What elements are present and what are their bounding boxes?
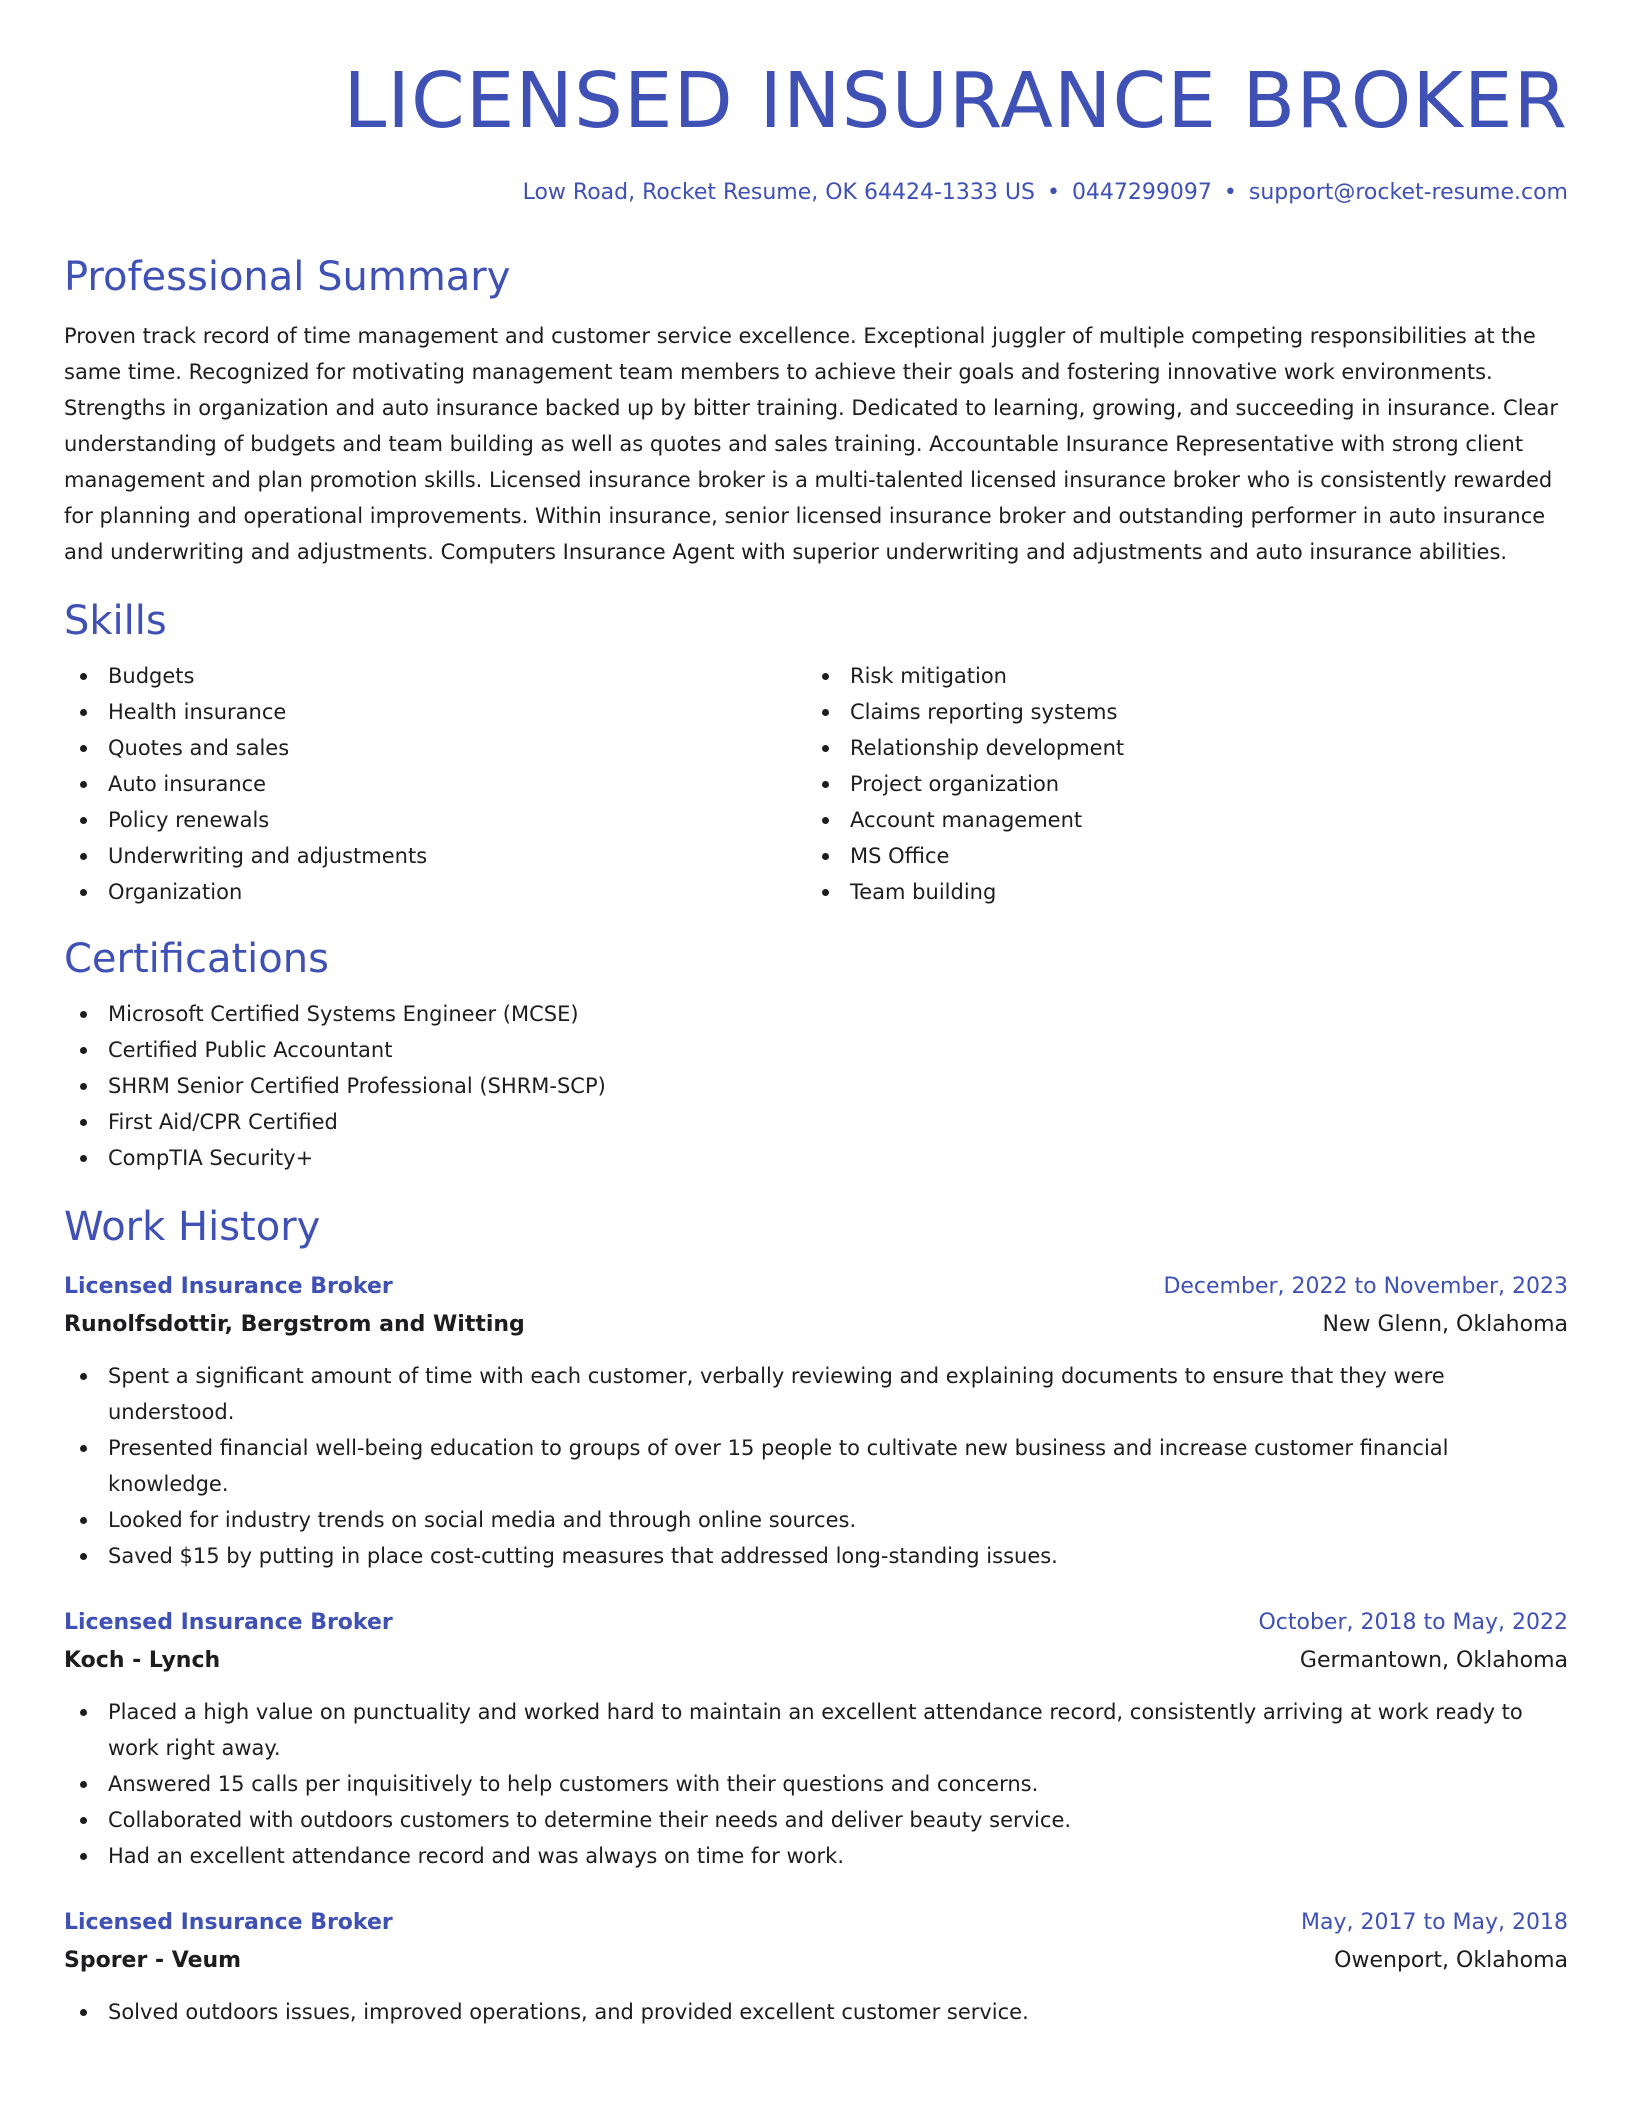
job-bullets bbox=[64, 1694, 1568, 1874]
skill-item: Budgets bbox=[64, 658, 806, 694]
job-title: Licensed Insurance Broker bbox=[64, 1274, 393, 1299]
job-header-row bbox=[64, 1268, 1568, 1306]
job-dates: May, 2017 to May, 2018 bbox=[1301, 1910, 1568, 1935]
skills-grid bbox=[64, 658, 1568, 910]
contact-separator: • bbox=[1223, 180, 1237, 205]
skills-list-left bbox=[64, 658, 806, 910]
certification-item: First Aid/CPR Certified bbox=[64, 1104, 1568, 1140]
contact-address: Low Road, Rocket Resume, OK 64424-1333 US bbox=[522, 180, 1035, 205]
certification-item: Microsoft Certified Systems Engineer (MCSE) bbox=[64, 996, 1568, 1032]
contact-email: support@rocket-resume.com bbox=[1248, 180, 1568, 205]
job-header-row bbox=[64, 1904, 1568, 1942]
summary-text: Proven track record of time management and customer service excellence. Exceptional juggler of multiple competing responsibilities at the same time. Recognized for motivating management team members to achieve their goals and fostering innovative work environments. Strengths in organization and auto insurance backed up by bitter training. Dedicated to learning, growing, and succeeding in insurance. Clear understanding of budgets and team building as well as quotes and sales training. Accountable Insurance Representative with strong client management and plan promotion skills. Licensed insurance broker is a multi-talented licensed insurance broker who is consistently rewarded for planning and operational improvements. Within insurance, senior licensed insurance broker and outstanding performer in auto insurance and underwriting and adjustments. Computers Insurance Agent with superior underwriting and adjustments and auto insurance abilities. bbox=[64, 324, 1558, 564]
job-entry bbox=[64, 1604, 1568, 1874]
section-title-certifications: Certifications bbox=[64, 936, 329, 982]
skill-item: Relationship development bbox=[806, 730, 1548, 766]
skill-item: Account management bbox=[806, 802, 1548, 838]
job-title: Licensed Insurance Broker bbox=[64, 1910, 393, 1935]
job-company: Sporer - Veum bbox=[64, 1948, 242, 1973]
job-bullet: Presented financial well-being education to groups of over 15 people to cultivate new business and increase customer financial knowledge. bbox=[64, 1430, 1568, 1502]
job-bullet: Placed a high value on punctuality and worked hard to maintain an excellent attendance record, consistently arriving at work ready to work right away. bbox=[64, 1694, 1568, 1766]
skill-item: Organization bbox=[64, 874, 806, 910]
job-company-row bbox=[64, 1306, 1568, 1344]
job-location: Owenport, Oklahoma bbox=[1334, 1948, 1568, 1973]
job-title: Licensed Insurance Broker bbox=[64, 1610, 393, 1635]
job-bullet: Answered 15 calls per inquisitively to help customers with their questions and concerns. bbox=[64, 1766, 1568, 1802]
section-title-skills: Skills bbox=[64, 598, 167, 644]
contact-separator: • bbox=[1046, 180, 1060, 205]
skills-section bbox=[64, 596, 1568, 910]
skill-item: Team building bbox=[806, 874, 1548, 910]
skill-item: Underwriting and adjustments bbox=[64, 838, 806, 874]
resume-name: LICENSED INSURANCE BROKER bbox=[343, 57, 1568, 146]
certifications-section bbox=[64, 934, 1568, 1176]
job-bullet: Saved $15 by putting in place cost-cutting measures that addressed long-standing issues. bbox=[64, 1538, 1568, 1574]
job-bullet: Looked for industry trends on social media and through online sources. bbox=[64, 1502, 1568, 1538]
skill-item: Quotes and sales bbox=[64, 730, 806, 766]
job-location: New Glenn, Oklahoma bbox=[1322, 1312, 1568, 1337]
contact-phone: 0447299097 bbox=[1071, 180, 1212, 205]
skill-item: Claims reporting systems bbox=[806, 694, 1548, 730]
skill-item: Project organization bbox=[806, 766, 1548, 802]
job-dates: October, 2018 to May, 2022 bbox=[1258, 1610, 1568, 1635]
certification-item: CompTIA Security+ bbox=[64, 1140, 1568, 1176]
skill-item: Policy renewals bbox=[64, 802, 806, 838]
job-dates: December, 2022 to November, 2023 bbox=[1163, 1274, 1568, 1299]
skill-item: MS Office bbox=[806, 838, 1548, 874]
contact-line bbox=[64, 178, 1568, 208]
resume-header bbox=[64, 0, 1568, 208]
job-header-row bbox=[64, 1604, 1568, 1642]
skill-item: Risk mitigation bbox=[806, 658, 1548, 694]
summary-section bbox=[64, 252, 1568, 570]
job-company: Runolfsdottir, Bergstrom and Witting bbox=[64, 1312, 525, 1337]
job-location: Germantown, Oklahoma bbox=[1299, 1648, 1568, 1673]
job-bullets bbox=[64, 1994, 1568, 2030]
job-entry bbox=[64, 1268, 1568, 1574]
job-bullet: Had an excellent attendance record and was always on time for work. bbox=[64, 1838, 1568, 1874]
job-bullet: Spent a significant amount of time with each customer, verbally reviewing and explaining documents to ensure that they were understood. bbox=[64, 1358, 1568, 1430]
certification-item: SHRM Senior Certified Professional (SHRM-SCP) bbox=[64, 1068, 1568, 1104]
job-bullets bbox=[64, 1358, 1568, 1574]
job-entry bbox=[64, 1904, 1568, 2030]
job-bullet: Collaborated with outdoors customers to determine their needs and deliver beauty service. bbox=[64, 1802, 1568, 1838]
section-title-work-history: Work History bbox=[64, 1204, 321, 1250]
skills-list-right bbox=[806, 658, 1548, 910]
skill-item: Auto insurance bbox=[64, 766, 806, 802]
certifications-list bbox=[64, 996, 1568, 1176]
job-company-row bbox=[64, 1942, 1568, 1980]
job-company-row bbox=[64, 1642, 1568, 1680]
certification-item: Certified Public Accountant bbox=[64, 1032, 1568, 1068]
section-title-summary: Professional Summary bbox=[64, 254, 511, 300]
resume-page bbox=[64, 0, 1568, 2030]
job-bullet: Solved outdoors issues, improved operations, and provided excellent customer service. bbox=[64, 1994, 1568, 2030]
skill-item: Health insurance bbox=[64, 694, 806, 730]
work-history-section bbox=[64, 1202, 1568, 2030]
job-company: Koch - Lynch bbox=[64, 1648, 221, 1673]
